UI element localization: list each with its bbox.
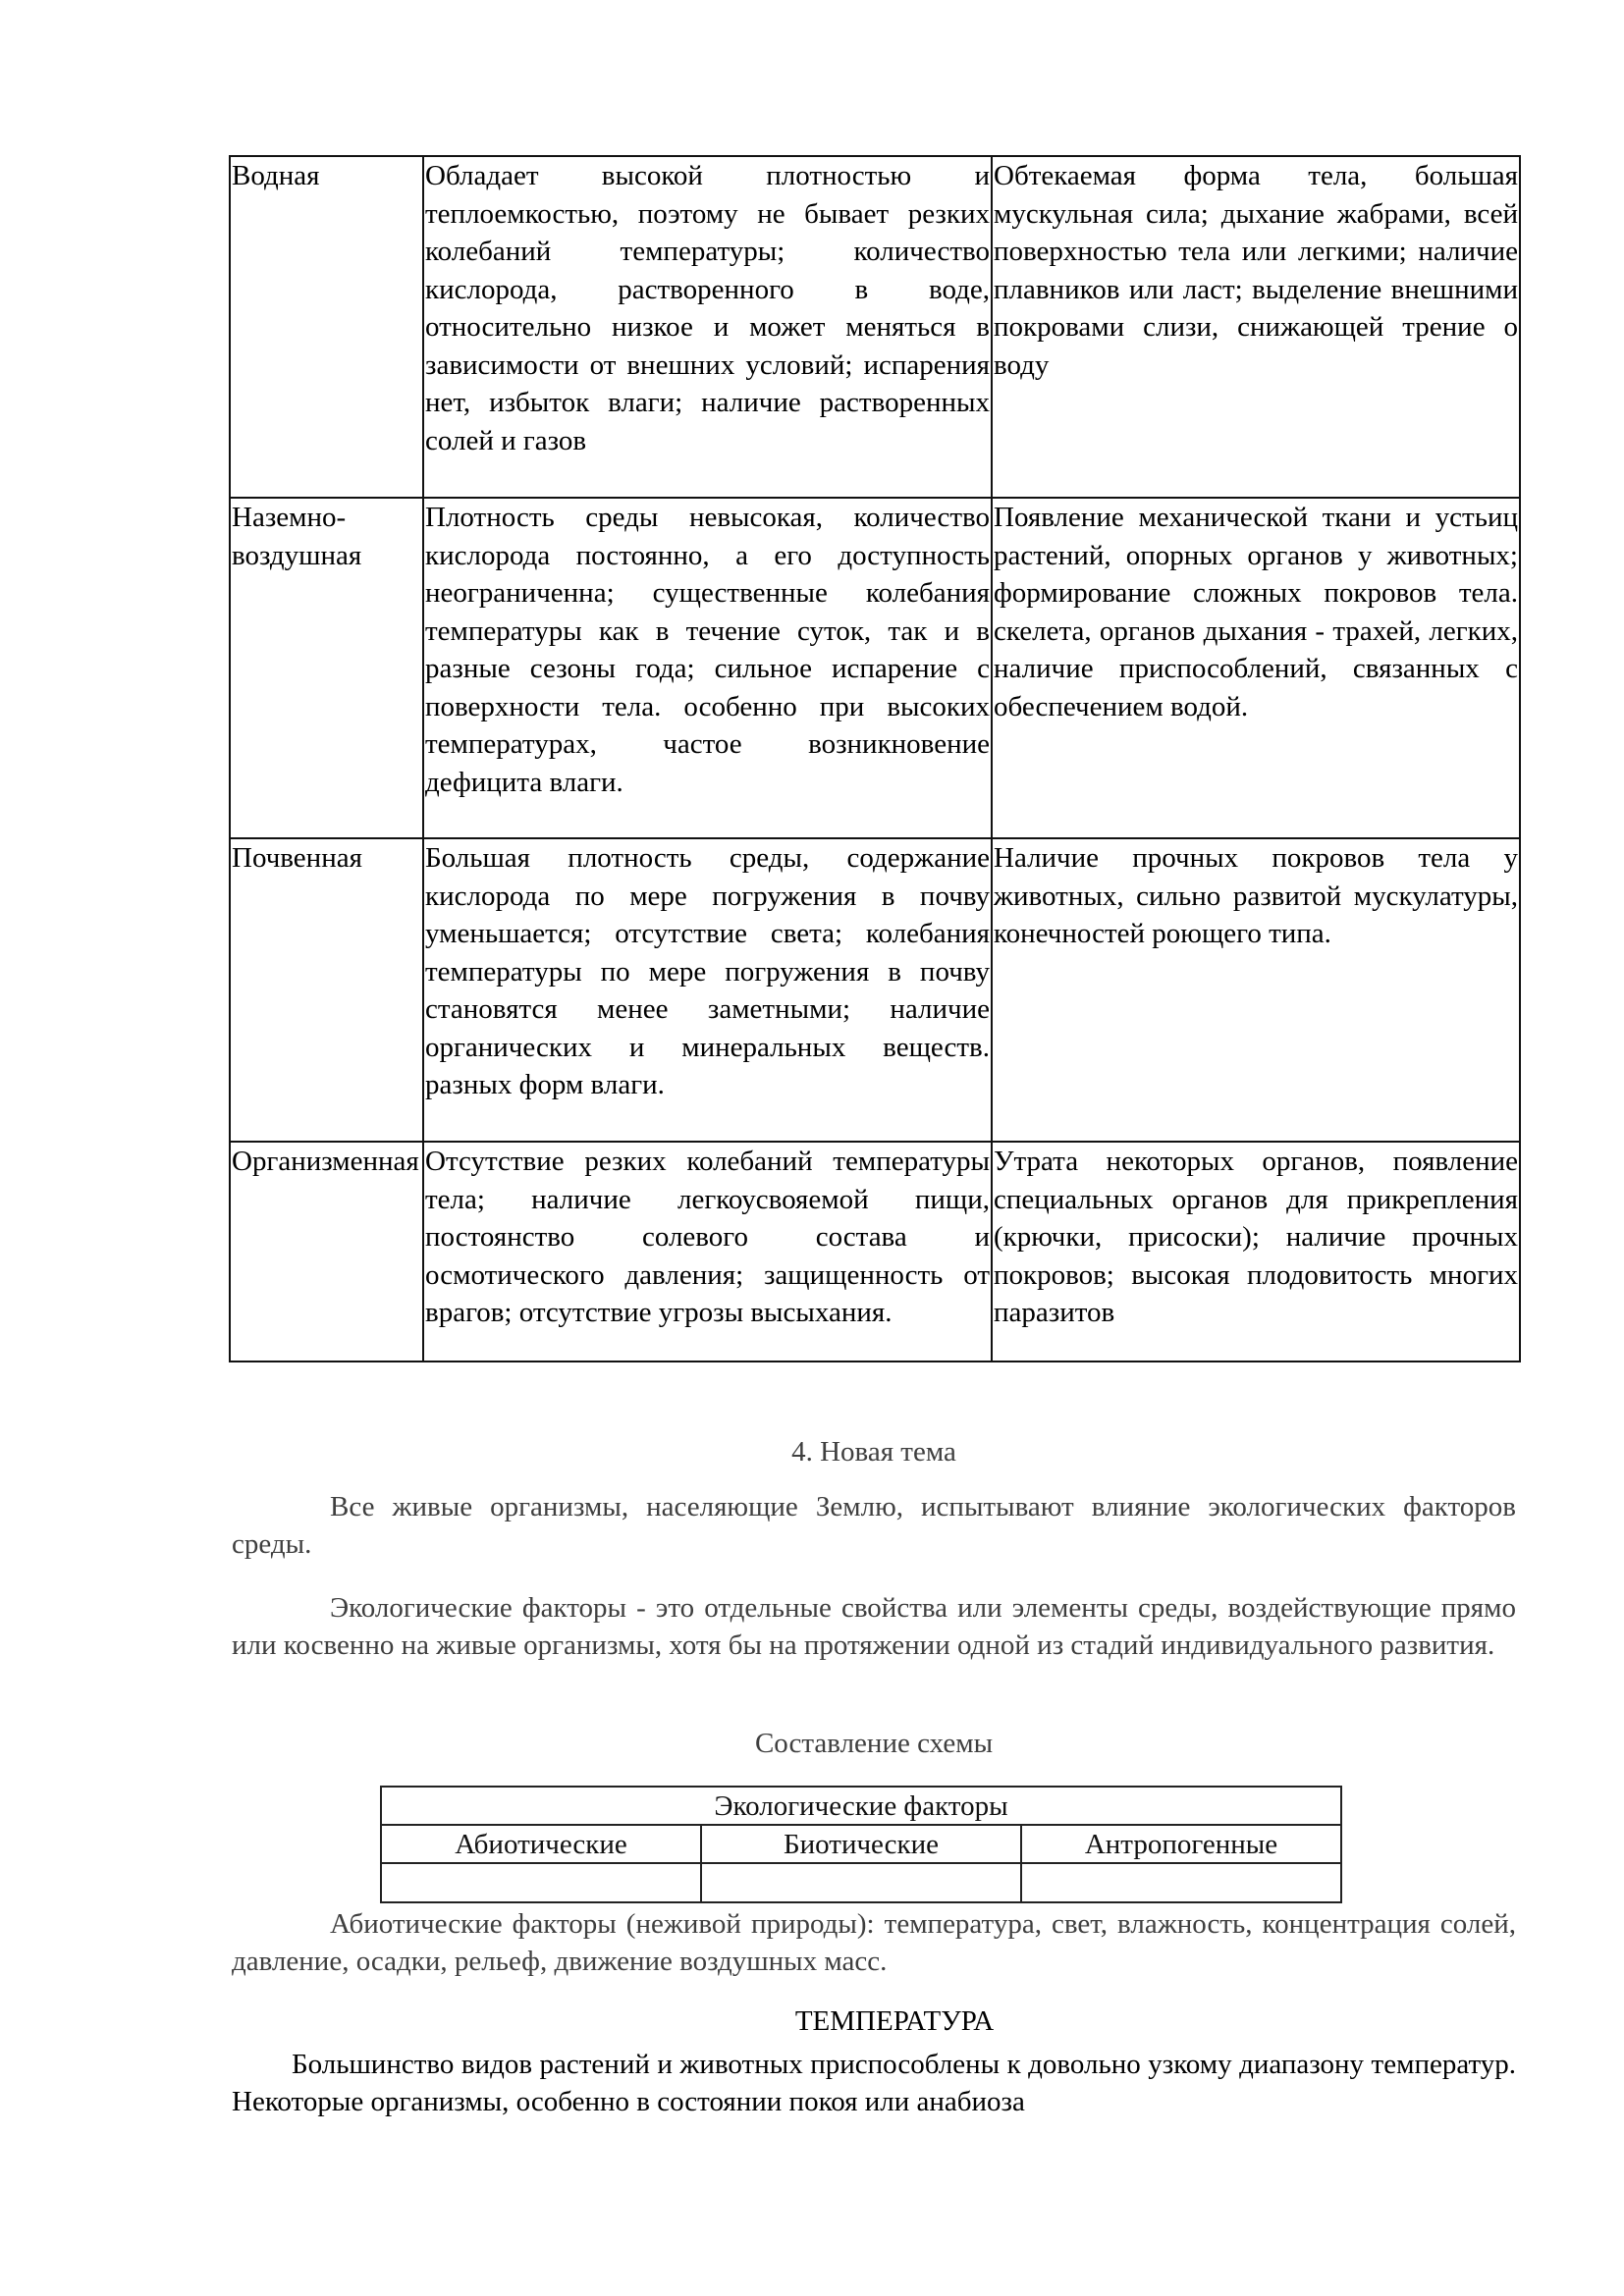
table-row	[230, 1142, 1520, 1362]
adaptations-cell: Обтекаемая форма тела, большая мускульная сила; дыхание жабрами, всей поверхностью тела или легкими; наличие плавников или ласт; выделение внешними покровами слизи, снижающей трение о воду	[992, 156, 1520, 498]
environment-cell: Наземно-воздушная	[230, 498, 423, 838]
anthropogenic-cell[interactable]	[1021, 1863, 1341, 1902]
temperature-paragraph: Большинство видов растений и животных приспособлены к довольно узкому диапазону температур. Некоторые организмы, особенно в состоянии покоя или анабиоза	[232, 2049, 1516, 2117]
adaptations-cell: Наличие прочных покровов тела у животных, сильно развитой мускулатуры, конечностей роющего типа.	[992, 838, 1520, 1142]
scheme-caption: Составление схемы	[754, 1728, 994, 1759]
conditions-cell: Большая плотность среды, содержание кислорода по мере погружения в почву уменьшается; отсутствие света; колебания температуры по мере погружения в почву становятся менее заметными; наличие органических и минеральных веществ. разных форм влаги.	[423, 838, 992, 1142]
scheme-empty-row	[381, 1863, 1341, 1902]
intro-paragraph: Все живые организмы, населяющие Землю, испытывают влияние экологических факторов среды.	[232, 1491, 1516, 1560]
scheme-header-row	[381, 1825, 1341, 1863]
habitat-table	[229, 155, 1521, 1362]
table-row	[230, 838, 1520, 1142]
environment-cell: Почвенная	[230, 838, 423, 1142]
biotic-header: Биотические	[701, 1825, 1021, 1863]
table-row	[230, 156, 1520, 498]
temperature-heading: ТЕМПЕРАТУРА	[794, 2005, 995, 2037]
conditions-cell: Обладает высокой плотностью и теплоемкостью, поэтому не бывает резких колебаний температуры; количество кислорода, растворенного в воде, относительно низкое и может меняться в зависимости от внешних условий; испарения нет, избыток влаги; наличие растворенных солей и газов	[423, 156, 992, 498]
table-row	[230, 498, 1520, 838]
conditions-cell: Отсутствие резких колебаний температуры тела; наличие легкоусвояемой пищи, постоянство солевого состава и осмотического давления; защищенность от врагов; отсутствие угрозы высыхания.	[423, 1142, 992, 1362]
scheme-title-cell: Экологические факторы	[381, 1787, 1341, 1825]
abiotic-paragraph: Абиотические факторы (неживой природы): температура, свет, влажность, концентрация солей, давление, осадки, рельеф, движение воздушных масс.	[232, 1908, 1516, 1977]
anthropogenic-header: Антропогенные	[1021, 1825, 1341, 1863]
abiotic-cell[interactable]	[381, 1863, 701, 1902]
definition-paragraph: Экологические факторы - это отдельные свойства или элементы среды, воздействующие прямо или косвенно на живые организмы, хотя бы на протяжении одной из стадий индивидуального развития.	[232, 1592, 1516, 1661]
adaptations-cell: Утрата некоторых органов, появление специальных органов для прикрепления (крючки, присоски); наличие прочных покровов; высокая плодовитость многих паразитов	[992, 1142, 1520, 1362]
biotic-cell[interactable]	[701, 1863, 1021, 1902]
abiotic-header: Абиотические	[381, 1825, 701, 1863]
conditions-cell: Плотность среды невысокая, количество кислорода постоянно, а его доступность неограниченна; существенные колебания температуры как в течение суток, так и в разные сезоны года; сильное испарение с поверхности тела. особенно при высоких температурах, частое возникновение дефицита влаги.	[423, 498, 992, 838]
environment-cell: Водная	[230, 156, 423, 498]
scheme-title-row	[381, 1787, 1341, 1825]
section-heading: 4. Новая тема	[791, 1436, 956, 1468]
adaptations-cell: Появление механической ткани и устьиц растений, опорных органов у животных; формирование сложных покровов тела. скелета, органов дыхания - трахей, легких, наличие приспособлений, связанных с обеспечением водой.	[992, 498, 1520, 838]
factors-scheme-table	[380, 1786, 1342, 1903]
environment-cell: Организменная	[230, 1142, 423, 1362]
